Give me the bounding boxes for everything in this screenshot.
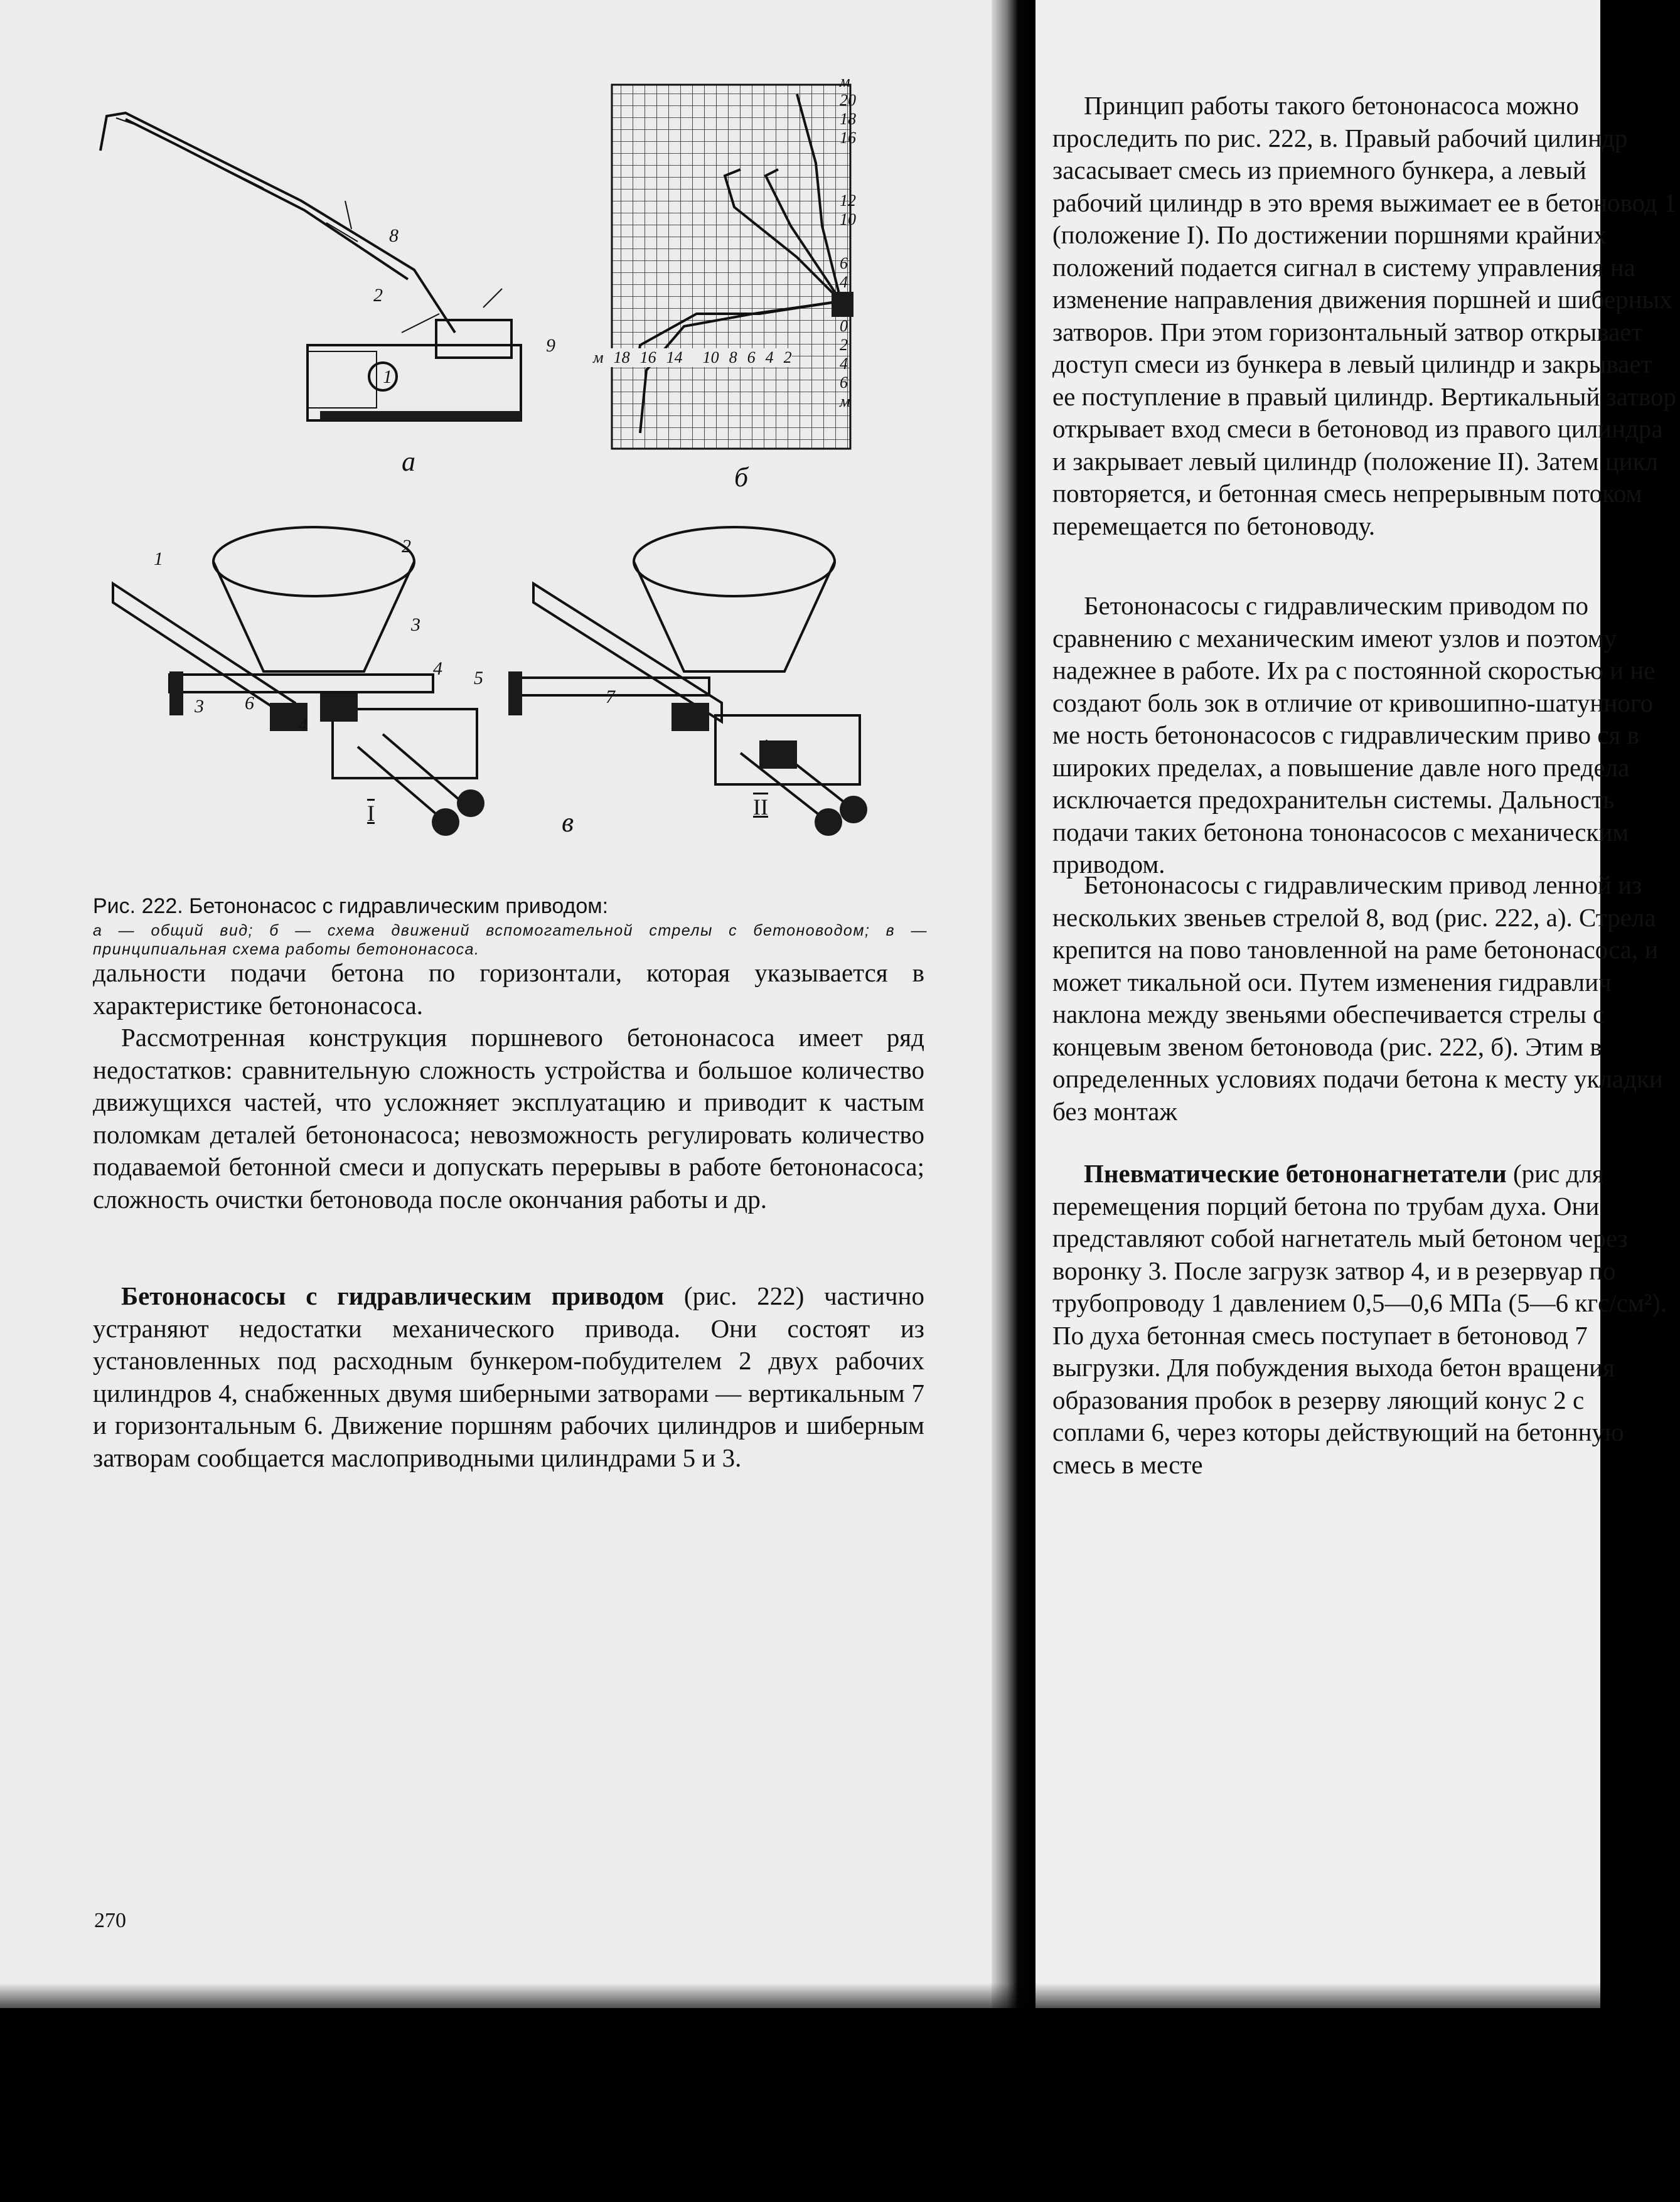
- left-paragraph-3-heading: Бетононасосы с гидравлическим приводом: [121, 1281, 665, 1310]
- position-label-2: II: [753, 794, 768, 820]
- callout-leaders: [345, 201, 502, 333]
- callout-v-6: 6: [245, 693, 254, 714]
- callout-1: 1: [383, 366, 392, 387]
- right-paragraph-4-heading: Пневматические бетононагнетатели: [1084, 1159, 1507, 1188]
- figure-v-principle-scheme: [107, 515, 948, 835]
- callout-v-5: 5: [474, 668, 483, 688]
- cylinder-end-2a: [815, 808, 842, 836]
- right-paragraph-4: [1052, 1158, 1680, 1481]
- pipeline-1: [113, 584, 295, 722]
- callout-v-2: 2: [402, 536, 411, 557]
- hopper-2-body: [634, 562, 835, 671]
- gate-rail-1: [169, 675, 433, 692]
- callout-v-1: 1: [154, 548, 163, 569]
- callout-2: 2: [373, 285, 383, 306]
- pipeline-2: [533, 584, 722, 722]
- boom-bottom-line: [126, 119, 408, 279]
- callout-v-4a: 4: [433, 658, 442, 679]
- right-paragraph-4-body: (рис для перемещения порций бетона по трубам духа. Они представляют собой нагнетатель мый бетоном через воронку 3. После загрузк затвор 4, и в резервуар по трубопроводу 1 давлением 0,5—0,6 МПа (5—6 кгс/см²). По духа бетонная смесь поступает в бетоновод 7 выгрузки. Для побуждения выхода бетон вращения образования пробок в резерву ляющий конус 2 с соплами 6, через которы действующий на бетонную смесь в месте: [1052, 1159, 1667, 1479]
- grid-area: [612, 85, 850, 449]
- axis-bottom-ticks: м 18 16 14 10 8 6 4 2: [593, 348, 792, 366]
- right-paragraph-1: Принцип работы такого бетононасоса можно проследить по рис. 222, в. Правый рабочий цилиндр засасывает смесь из приемного бункера, а левый рабочий цилиндр в это время выжимает ее в бетоновод 1 (положение I). По достижении поршнями крайних положений подается сигнал в систему управления на изменение направления движения поршней и шиберных затворов. При этом горизонтальный затвор открывает доступ смеси из бункера в левый цилиндр и закрывает ее поступление в правый цилиндр. Вертикальный затвор открывает вход смеси в бетоновод из правого цилиндра и закрывает левый цилиндр (положение II). Затем цикл повторяется, и бетонная смесь непрерывным потоком перемещается по бетоноводу.: [1052, 91, 1677, 540]
- right-paragraph-3: Бетононасосы с гидравлическим привод ленной из нескольких звеньев стрелой 8, вод (рис. 222, а). Стрела крепится на пово тановленной на раме бетононасоса, и может тикальной оси. Путем изменения гидравлич наклона между звеньями обеспечивается стрелы с концевым звеном бетоновода (рис. 222, б). Этим в определенных условиях подачи бетона к месту укладки без монтаж: [1052, 870, 1663, 1126]
- cylinder-end-2b: [840, 796, 867, 823]
- callout-v-7: 7: [606, 687, 615, 707]
- right-paragraph-2: Бетононасосы с гидравлическим приводом по сравнению с механическим имеют узлов и поэтому надежнее в работе. Их ра с постоянной скоростью и не создают боль зок в отличие от кривошипно-шатунного ме ность бетононасосов с гидравлическим приво ся в широких пределах, а повышение давле ного предела исключается предохранительн системы. Дальность подачи таких бетонона тононасосов с механическим приводом.: [1052, 591, 1656, 879]
- left-paragraph-3-body: (рис. 222) частично устраняют недостатки механического привода. Они состоят из установленных под расходным бункером-побудителем 2 двух рабочих цилиндров 4, снабженных двумя шиберными затворами — вертикальным 7 и горизонтальным 6. Движение поршням рабочих цилиндров и шиберным затворам сообщается маслоприводными цилиндрами 5 и 3.: [93, 1281, 924, 1472]
- page-bottom-shadow: [0, 1983, 1600, 2021]
- piston-2a: [671, 703, 709, 731]
- position-label-1: I: [367, 801, 375, 826]
- scheme-position-1: [113, 527, 484, 836]
- cylinder-end-1b: [457, 789, 484, 817]
- scheme-position-2: [508, 527, 867, 836]
- boom-top-line: [100, 113, 455, 333]
- cylinder-end-1a: [432, 808, 459, 836]
- callout-v-3a: 3: [411, 614, 420, 635]
- figure-caption-body: а — общий вид; б — схема движений вспомогательной стрелы с бетоноводом; в — принципиальная схема работы бетононасоса.: [93, 922, 928, 958]
- hopper-1-rim: [213, 527, 414, 596]
- callout-9: 9: [546, 335, 555, 356]
- callout-v-4b: 4: [298, 715, 308, 735]
- figure-caption-title: Рис. 222. Бетононасос с гидравлическим приводом:: [93, 894, 609, 918]
- figure-label-b: б: [734, 462, 749, 493]
- gate-handle-1: [169, 671, 183, 715]
- callout-8: 8: [389, 225, 399, 246]
- pump-grille: [308, 351, 377, 408]
- left-paragraph-3: [93, 1280, 924, 1474]
- page-number: 270: [94, 1909, 126, 1932]
- gate-rail-2: [521, 678, 709, 695]
- book-gutter: [992, 0, 1035, 2008]
- axis-right-ticks: м 20 18 16 12 10 6 4 0 2 4 6 м: [840, 72, 856, 410]
- pump-hopper: [436, 320, 511, 358]
- callout-v-3b: 3: [195, 696, 204, 717]
- figure-b-movement-grid: [609, 82, 879, 452]
- left-paragraph-2: Рассмотренная конструкция поршневого бетононасоса имеет ряд недостатков: сравнительную сложность устройства и большое количество движущихся частей, что усложняет эксплуатацию и приводит к частым поломкам деталей бетононасоса; невозможность регулировать количество подаваемой бетонной смеси и допускать перерывы в работе бетононасоса; сложность очистки бетоновода после окончания работы и др.: [93, 1023, 924, 1214]
- piston-2b: [759, 740, 797, 769]
- pump-frame: [320, 411, 521, 420]
- gate-handle-2: [508, 671, 522, 715]
- left-paragraph-1: дальности подачи бетона по горизонтали, которая указывается в характеристике бетононасоса.: [93, 958, 924, 1020]
- figure-label-v: в: [562, 807, 574, 838]
- hopper-2-rim: [634, 527, 835, 596]
- piston-1b: [320, 693, 358, 722]
- hopper-1-body: [213, 562, 414, 671]
- figure-label-a: а: [402, 446, 415, 477]
- figure-a-pump-illustration: [88, 100, 577, 427]
